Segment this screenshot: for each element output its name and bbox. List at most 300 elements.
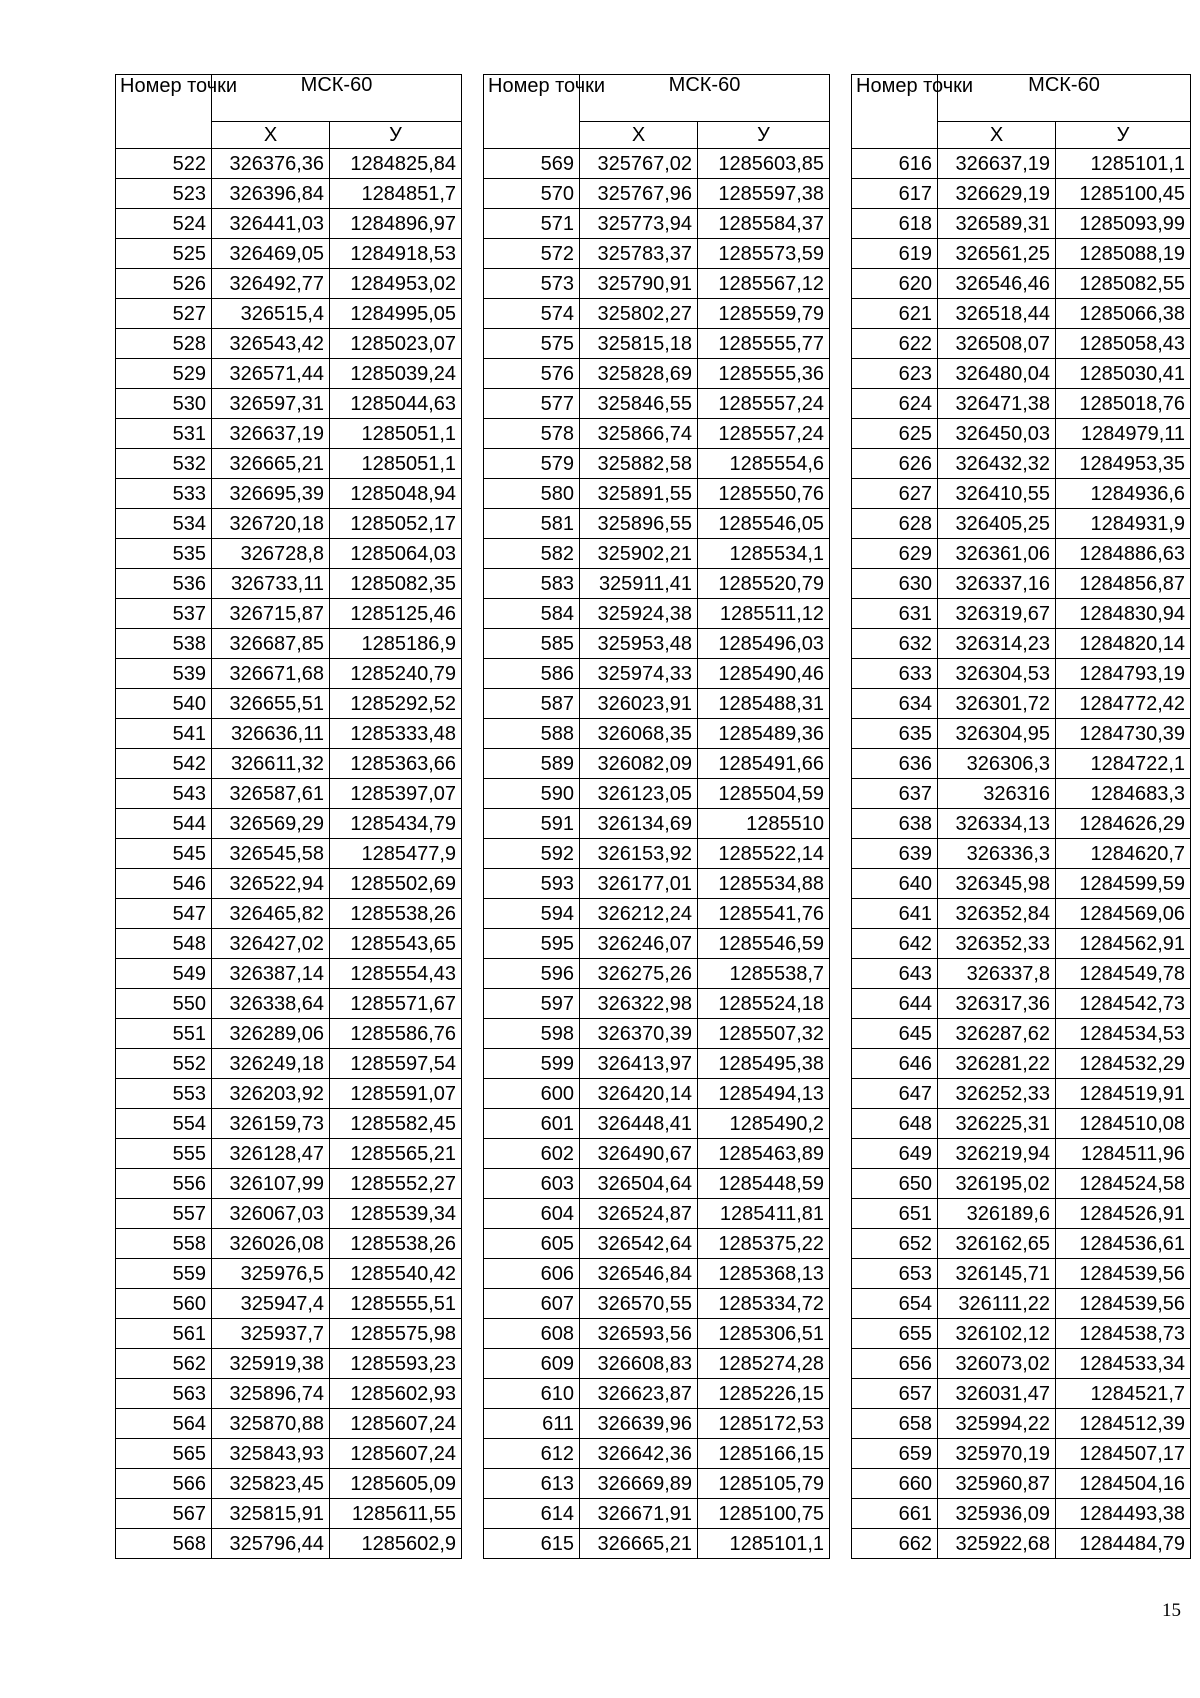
table-row xyxy=(852,1199,1191,1229)
table-row xyxy=(116,359,462,389)
table-row xyxy=(484,1319,830,1349)
point-number-cell: 550 xyxy=(116,989,212,1019)
point-number-cell: 644 xyxy=(852,989,938,1019)
y-coordinate-cell: 1285546,59 xyxy=(698,929,830,959)
point-number-cell: 634 xyxy=(852,689,938,719)
table-row xyxy=(484,1109,830,1139)
point-number-cell: 651 xyxy=(852,1199,938,1229)
table-row xyxy=(116,659,462,689)
table-row xyxy=(852,239,1191,269)
table-row xyxy=(484,1529,830,1559)
x-column-header: Х xyxy=(212,122,330,149)
y-coordinate-cell: 1285534,1 xyxy=(698,539,830,569)
point-number-cell: 610 xyxy=(484,1379,580,1409)
y-coordinate-cell: 1284569,06 xyxy=(1056,899,1191,929)
y-coordinate-cell: 1285411,81 xyxy=(698,1199,830,1229)
table-row xyxy=(484,929,830,959)
x-coordinate-cell: 326728,8 xyxy=(212,539,330,569)
table-row xyxy=(484,1439,830,1469)
point-number-cell: 646 xyxy=(852,1049,938,1079)
x-coordinate-cell: 325896,74 xyxy=(212,1379,330,1409)
point-number-cell: 543 xyxy=(116,779,212,809)
table-row xyxy=(852,809,1191,839)
table-row xyxy=(484,1499,830,1529)
y-coordinate-cell: 1284504,16 xyxy=(1056,1469,1191,1499)
y-coordinate-cell: 1284599,59 xyxy=(1056,869,1191,899)
y-coordinate-cell: 1284532,29 xyxy=(1056,1049,1191,1079)
point-number-cell: 619 xyxy=(852,239,938,269)
x-coordinate-cell: 326023,91 xyxy=(580,689,698,719)
table-row xyxy=(116,1169,462,1199)
y-coordinate-cell: 1285101,1 xyxy=(1056,149,1191,179)
x-coordinate-cell: 326317,36 xyxy=(938,989,1056,1019)
x-coordinate-cell: 326665,21 xyxy=(212,449,330,479)
point-number-cell: 558 xyxy=(116,1229,212,1259)
y-coordinate-cell: 1285434,79 xyxy=(330,809,462,839)
table-row xyxy=(116,1319,462,1349)
x-coordinate-cell: 326195,02 xyxy=(938,1169,1056,1199)
point-number-cell: 576 xyxy=(484,359,580,389)
point-number-cell: 616 xyxy=(852,149,938,179)
point-number-cell: 560 xyxy=(116,1289,212,1319)
coordinate-system-header: МСК-60 xyxy=(212,75,462,122)
table-body xyxy=(484,149,830,1559)
y-coordinate-cell: 1284995,05 xyxy=(330,299,462,329)
point-number-cell: 594 xyxy=(484,899,580,929)
x-coordinate-cell: 326608,83 xyxy=(580,1349,698,1379)
table-row xyxy=(852,719,1191,749)
table-row xyxy=(852,989,1191,1019)
table-row xyxy=(484,389,830,419)
y-coordinate-cell: 1284524,58 xyxy=(1056,1169,1191,1199)
y-coordinate-cell: 1285496,03 xyxy=(698,629,830,659)
y-coordinate-cell: 1285602,9 xyxy=(330,1529,462,1559)
x-coordinate-cell: 326067,03 xyxy=(212,1199,330,1229)
x-coordinate-cell: 326203,92 xyxy=(212,1079,330,1109)
x-coordinate-cell: 325823,45 xyxy=(212,1469,330,1499)
point-number-cell: 622 xyxy=(852,329,938,359)
y-coordinate-cell: 1285524,18 xyxy=(698,989,830,1019)
table-row xyxy=(116,179,462,209)
x-coordinate-cell: 326427,02 xyxy=(212,929,330,959)
x-coordinate-cell: 326031,47 xyxy=(938,1379,1056,1409)
point-number-cell: 557 xyxy=(116,1199,212,1229)
table-row xyxy=(484,689,830,719)
point-number-cell: 654 xyxy=(852,1289,938,1319)
x-column-header: Х xyxy=(938,122,1056,149)
table-row xyxy=(116,269,462,299)
x-coordinate-cell: 326587,61 xyxy=(212,779,330,809)
y-coordinate-cell: 1284820,14 xyxy=(1056,629,1191,659)
y-coordinate-cell: 1284538,73 xyxy=(1056,1319,1191,1349)
x-coordinate-cell: 326145,71 xyxy=(938,1259,1056,1289)
table-row xyxy=(852,1139,1191,1169)
point-number-cell: 537 xyxy=(116,599,212,629)
table-row xyxy=(116,299,462,329)
table-row xyxy=(484,1349,830,1379)
coordinate-table-2 xyxy=(483,74,830,1559)
x-coordinate-cell: 326352,84 xyxy=(938,899,1056,929)
table-row xyxy=(484,269,830,299)
point-number-cell: 658 xyxy=(852,1409,938,1439)
y-coordinate-cell: 1284536,61 xyxy=(1056,1229,1191,1259)
table-row xyxy=(484,479,830,509)
x-coordinate-cell: 326480,04 xyxy=(938,359,1056,389)
x-coordinate-cell: 326611,32 xyxy=(212,749,330,779)
point-number-cell: 613 xyxy=(484,1469,580,1499)
x-coordinate-cell: 326655,51 xyxy=(212,689,330,719)
point-number-cell: 540 xyxy=(116,689,212,719)
y-coordinate-cell: 1284533,34 xyxy=(1056,1349,1191,1379)
table-row xyxy=(852,479,1191,509)
point-number-cell: 590 xyxy=(484,779,580,809)
x-coordinate-cell: 326376,36 xyxy=(212,149,330,179)
table-row xyxy=(852,209,1191,239)
table-row xyxy=(484,659,830,689)
point-number-cell: 561 xyxy=(116,1319,212,1349)
x-coordinate-cell: 326518,44 xyxy=(938,299,1056,329)
x-coordinate-cell: 326111,22 xyxy=(938,1289,1056,1319)
table-row xyxy=(484,869,830,899)
y-coordinate-cell: 1285334,72 xyxy=(698,1289,830,1319)
point-number-cell: 580 xyxy=(484,479,580,509)
y-coordinate-cell: 1285502,69 xyxy=(330,869,462,899)
table-row xyxy=(116,419,462,449)
point-number-cell: 637 xyxy=(852,779,938,809)
point-number-cell: 652 xyxy=(852,1229,938,1259)
point-number-cell: 630 xyxy=(852,569,938,599)
table-row xyxy=(852,869,1191,899)
point-number-cell: 660 xyxy=(852,1469,938,1499)
x-coordinate-cell: 326361,06 xyxy=(938,539,1056,569)
y-coordinate-cell: 1285397,07 xyxy=(330,779,462,809)
table-row xyxy=(484,1229,830,1259)
x-coordinate-cell: 326387,14 xyxy=(212,959,330,989)
point-number-cell: 620 xyxy=(852,269,938,299)
x-coordinate-cell: 325882,58 xyxy=(580,449,698,479)
y-coordinate-cell: 1285554,43 xyxy=(330,959,462,989)
x-coordinate-cell: 325866,74 xyxy=(580,419,698,449)
point-number-cell: 539 xyxy=(116,659,212,689)
point-number-cell: 571 xyxy=(484,209,580,239)
y-coordinate-cell: 1285052,17 xyxy=(330,509,462,539)
table-row xyxy=(852,1289,1191,1319)
table-row xyxy=(852,149,1191,179)
point-number-cell: 565 xyxy=(116,1439,212,1469)
y-coordinate-cell: 1285546,05 xyxy=(698,509,830,539)
table-row xyxy=(484,359,830,389)
y-coordinate-cell: 1285100,45 xyxy=(1056,179,1191,209)
x-coordinate-cell: 325843,93 xyxy=(212,1439,330,1469)
y-coordinate-cell: 1285495,38 xyxy=(698,1049,830,1079)
point-number-cell: 559 xyxy=(116,1259,212,1289)
y-coordinate-cell: 1285477,9 xyxy=(330,839,462,869)
table-row xyxy=(852,1229,1191,1259)
y-coordinate-cell: 1285597,54 xyxy=(330,1049,462,1079)
point-number-cell: 641 xyxy=(852,899,938,929)
point-number-cell: 636 xyxy=(852,749,938,779)
table-row xyxy=(484,1079,830,1109)
coordinate-system-header: МСК-60 xyxy=(938,75,1191,122)
x-coordinate-cell: 326322,98 xyxy=(580,989,698,1019)
point-number-cell: 596 xyxy=(484,959,580,989)
y-coordinate-cell: 1285048,94 xyxy=(330,479,462,509)
table-row xyxy=(116,1079,462,1109)
point-number-cell: 575 xyxy=(484,329,580,359)
table-row xyxy=(852,269,1191,299)
x-coordinate-cell: 326465,82 xyxy=(212,899,330,929)
x-coordinate-cell: 326281,22 xyxy=(938,1049,1056,1079)
y-column-header: У xyxy=(1056,122,1191,149)
table-row xyxy=(116,1349,462,1379)
table-row xyxy=(852,1019,1191,1049)
point-number-cell: 556 xyxy=(116,1169,212,1199)
x-coordinate-cell: 325767,02 xyxy=(580,149,698,179)
x-coordinate-cell: 326492,77 xyxy=(212,269,330,299)
point-number-cell: 554 xyxy=(116,1109,212,1139)
x-coordinate-cell: 326314,23 xyxy=(938,629,1056,659)
x-coordinate-cell: 326450,03 xyxy=(938,419,1056,449)
y-coordinate-cell: 1285555,51 xyxy=(330,1289,462,1319)
x-coordinate-cell: 325773,94 xyxy=(580,209,698,239)
x-coordinate-cell: 325902,21 xyxy=(580,539,698,569)
point-number-cell: 529 xyxy=(116,359,212,389)
y-coordinate-cell: 1285607,24 xyxy=(330,1409,462,1439)
y-coordinate-cell: 1285491,66 xyxy=(698,749,830,779)
table-body xyxy=(116,149,462,1559)
point-number-cell: 647 xyxy=(852,1079,938,1109)
x-coordinate-cell: 325790,91 xyxy=(580,269,698,299)
point-number-cell: 563 xyxy=(116,1379,212,1409)
y-coordinate-cell: 1285333,48 xyxy=(330,719,462,749)
point-number-cell: 624 xyxy=(852,389,938,419)
y-coordinate-cell: 1285538,7 xyxy=(698,959,830,989)
y-coordinate-cell: 1285575,98 xyxy=(330,1319,462,1349)
y-coordinate-cell: 1285488,31 xyxy=(698,689,830,719)
x-coordinate-cell: 326162,65 xyxy=(938,1229,1056,1259)
point-number-cell: 599 xyxy=(484,1049,580,1079)
x-coordinate-cell: 325994,22 xyxy=(938,1409,1056,1439)
point-number-cell: 608 xyxy=(484,1319,580,1349)
table-row xyxy=(116,809,462,839)
table-row xyxy=(116,1229,462,1259)
table-row xyxy=(116,839,462,869)
table-row xyxy=(484,899,830,929)
x-coordinate-cell: 326102,12 xyxy=(938,1319,1056,1349)
point-number-cell: 574 xyxy=(484,299,580,329)
x-coordinate-cell: 325936,09 xyxy=(938,1499,1056,1529)
x-coordinate-cell: 326345,98 xyxy=(938,869,1056,899)
y-coordinate-cell: 1285489,36 xyxy=(698,719,830,749)
x-coordinate-cell: 325924,38 xyxy=(580,599,698,629)
x-coordinate-cell: 325896,55 xyxy=(580,509,698,539)
point-number-cell: 522 xyxy=(116,149,212,179)
point-number-cell: 566 xyxy=(116,1469,212,1499)
x-coordinate-cell: 326304,53 xyxy=(938,659,1056,689)
y-coordinate-cell: 1285051,1 xyxy=(330,449,462,479)
y-coordinate-cell: 1284542,73 xyxy=(1056,989,1191,1019)
point-number-cell: 584 xyxy=(484,599,580,629)
point-number-cell: 523 xyxy=(116,179,212,209)
table-row xyxy=(484,809,830,839)
y-coordinate-cell: 1285494,13 xyxy=(698,1079,830,1109)
point-number-cell: 527 xyxy=(116,299,212,329)
y-column-header: У xyxy=(330,122,462,149)
x-coordinate-cell: 326219,94 xyxy=(938,1139,1056,1169)
x-coordinate-cell: 326623,87 xyxy=(580,1379,698,1409)
y-coordinate-cell: 1285172,53 xyxy=(698,1409,830,1439)
x-coordinate-cell: 326665,21 xyxy=(580,1529,698,1559)
y-coordinate-cell: 1284722,1 xyxy=(1056,749,1191,779)
point-number-cell: 585 xyxy=(484,629,580,659)
y-coordinate-cell: 1285448,59 xyxy=(698,1169,830,1199)
y-coordinate-cell: 1285611,55 xyxy=(330,1499,462,1529)
x-coordinate-cell: 325947,4 xyxy=(212,1289,330,1319)
x-coordinate-cell: 326636,11 xyxy=(212,719,330,749)
table-row xyxy=(852,1439,1191,1469)
x-coordinate-cell: 326720,18 xyxy=(212,509,330,539)
table-row xyxy=(484,419,830,449)
table-row xyxy=(852,509,1191,539)
point-number-cell: 602 xyxy=(484,1139,580,1169)
y-coordinate-cell: 1285605,09 xyxy=(330,1469,462,1499)
point-number-cell: 586 xyxy=(484,659,580,689)
point-number-cell: 572 xyxy=(484,239,580,269)
point-number-header: Номер точки xyxy=(116,75,212,149)
x-coordinate-cell: 326225,31 xyxy=(938,1109,1056,1139)
x-coordinate-cell: 326128,47 xyxy=(212,1139,330,1169)
x-coordinate-cell: 326073,02 xyxy=(938,1349,1056,1379)
x-coordinate-cell: 326637,19 xyxy=(938,149,1056,179)
y-coordinate-cell: 1284825,84 xyxy=(330,149,462,179)
point-number-cell: 555 xyxy=(116,1139,212,1169)
x-coordinate-cell: 326370,39 xyxy=(580,1019,698,1049)
table-row xyxy=(484,1169,830,1199)
y-coordinate-cell: 1284539,56 xyxy=(1056,1289,1191,1319)
y-coordinate-cell: 1285082,35 xyxy=(330,569,462,599)
table-row xyxy=(484,599,830,629)
table-row xyxy=(484,749,830,779)
table-row xyxy=(852,959,1191,989)
point-number-cell: 588 xyxy=(484,719,580,749)
table-row xyxy=(116,1409,462,1439)
point-number-cell: 525 xyxy=(116,239,212,269)
x-coordinate-cell: 326319,67 xyxy=(938,599,1056,629)
table-row xyxy=(116,389,462,419)
y-coordinate-cell: 1284626,29 xyxy=(1056,809,1191,839)
table-row xyxy=(484,149,830,179)
y-coordinate-cell: 1285511,12 xyxy=(698,599,830,629)
coordinate-table-1 xyxy=(115,74,462,1559)
point-number-cell: 524 xyxy=(116,209,212,239)
x-coordinate-cell: 325922,68 xyxy=(938,1529,1056,1559)
y-coordinate-cell: 1285105,79 xyxy=(698,1469,830,1499)
table-row xyxy=(116,989,462,1019)
point-number-cell: 593 xyxy=(484,869,580,899)
point-number-cell: 604 xyxy=(484,1199,580,1229)
y-coordinate-cell: 1285058,43 xyxy=(1056,329,1191,359)
y-coordinate-cell: 1285534,88 xyxy=(698,869,830,899)
y-coordinate-cell: 1285552,27 xyxy=(330,1169,462,1199)
x-coordinate-cell: 325953,48 xyxy=(580,629,698,659)
y-coordinate-cell: 1285520,79 xyxy=(698,569,830,599)
table-row xyxy=(116,329,462,359)
point-number-cell: 531 xyxy=(116,419,212,449)
table-row xyxy=(116,569,462,599)
y-coordinate-cell: 1284886,63 xyxy=(1056,539,1191,569)
point-number-cell: 582 xyxy=(484,539,580,569)
x-coordinate-cell: 326287,62 xyxy=(938,1019,1056,1049)
point-number-cell: 569 xyxy=(484,149,580,179)
x-coordinate-cell: 326153,92 xyxy=(580,839,698,869)
point-number-cell: 528 xyxy=(116,329,212,359)
x-coordinate-cell: 326252,33 xyxy=(938,1079,1056,1109)
y-coordinate-cell: 1285555,77 xyxy=(698,329,830,359)
y-coordinate-cell: 1284511,96 xyxy=(1056,1139,1191,1169)
point-number-cell: 657 xyxy=(852,1379,938,1409)
x-coordinate-cell: 326561,25 xyxy=(938,239,1056,269)
x-coordinate-cell: 326249,18 xyxy=(212,1049,330,1079)
x-coordinate-cell: 325960,87 xyxy=(938,1469,1056,1499)
point-number-cell: 549 xyxy=(116,959,212,989)
table-row xyxy=(484,989,830,1019)
y-coordinate-cell: 1285557,24 xyxy=(698,419,830,449)
table-row xyxy=(852,329,1191,359)
x-coordinate-cell: 326471,38 xyxy=(938,389,1056,419)
x-coordinate-cell: 326515,4 xyxy=(212,299,330,329)
point-number-cell: 526 xyxy=(116,269,212,299)
table-row xyxy=(116,209,462,239)
x-coordinate-cell: 326448,41 xyxy=(580,1109,698,1139)
table-row xyxy=(852,299,1191,329)
point-number-cell: 541 xyxy=(116,719,212,749)
y-coordinate-cell: 1285559,79 xyxy=(698,299,830,329)
point-number-cell: 567 xyxy=(116,1499,212,1529)
y-coordinate-cell: 1285555,36 xyxy=(698,359,830,389)
x-column-header: Х xyxy=(580,122,698,149)
y-coordinate-cell: 1285240,79 xyxy=(330,659,462,689)
x-coordinate-cell: 326304,95 xyxy=(938,719,1056,749)
point-number-cell: 628 xyxy=(852,509,938,539)
x-coordinate-cell: 326336,3 xyxy=(938,839,1056,869)
table-row xyxy=(116,689,462,719)
y-coordinate-cell: 1285363,66 xyxy=(330,749,462,779)
x-coordinate-cell: 326441,03 xyxy=(212,209,330,239)
point-number-cell: 581 xyxy=(484,509,580,539)
x-coordinate-cell: 326334,13 xyxy=(938,809,1056,839)
x-coordinate-cell: 326316 xyxy=(938,779,1056,809)
point-number-cell: 530 xyxy=(116,389,212,419)
point-number-cell: 629 xyxy=(852,539,938,569)
table-row xyxy=(116,1049,462,1079)
x-coordinate-cell: 326637,19 xyxy=(212,419,330,449)
x-coordinate-cell: 326432,32 xyxy=(938,449,1056,479)
y-coordinate-cell: 1285591,07 xyxy=(330,1079,462,1109)
x-coordinate-cell: 326396,84 xyxy=(212,179,330,209)
x-coordinate-cell: 326306,3 xyxy=(938,749,1056,779)
y-coordinate-cell: 1285603,85 xyxy=(698,149,830,179)
table-row xyxy=(852,569,1191,599)
table-row xyxy=(116,539,462,569)
x-coordinate-cell: 326629,19 xyxy=(938,179,1056,209)
y-coordinate-cell: 1285186,9 xyxy=(330,629,462,659)
point-number-cell: 656 xyxy=(852,1349,938,1379)
point-number-cell: 611 xyxy=(484,1409,580,1439)
x-coordinate-cell: 326504,64 xyxy=(580,1169,698,1199)
point-number-cell: 570 xyxy=(484,179,580,209)
x-coordinate-cell: 325815,91 xyxy=(212,1499,330,1529)
point-number-cell: 635 xyxy=(852,719,938,749)
